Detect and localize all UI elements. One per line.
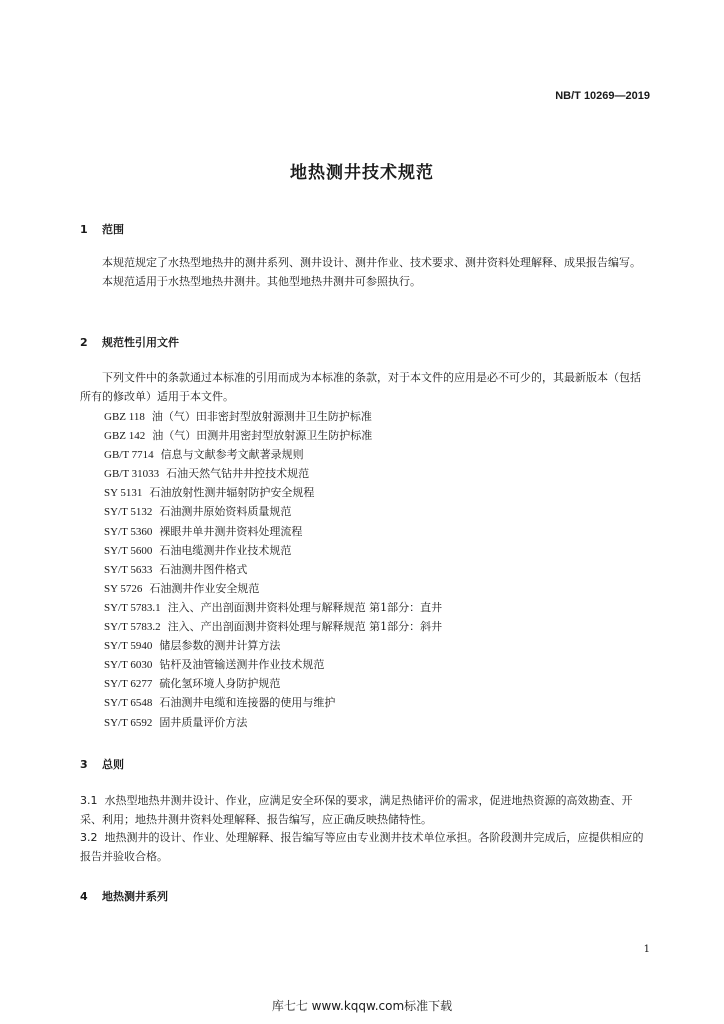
reference-title: 油（气）田非密封型放射源测井卫生防护标准	[151, 410, 372, 423]
reference-code: SY 5131	[104, 487, 143, 500]
reference-item	[104, 560, 442, 579]
reference-title: 油（气）田测井用密封型放射源卫生防护标准	[152, 429, 373, 443]
reference-title: 石油天然气钻井井控技术规范	[166, 467, 310, 481]
section-number: 2	[80, 336, 88, 349]
section-number: 3	[80, 758, 88, 771]
reference-item	[104, 522, 442, 541]
reference-title: 注入、产出剖面测井资料处理与解释规范 第1部分：斜井	[167, 620, 443, 634]
reference-list	[104, 407, 442, 732]
reference-title: 石油放射性测井辐射防护安全规程	[149, 486, 315, 500]
references-intro-paragraph: 下列文件中的条款通过本标准的引用而成为本标准的条款，对于本文件的应用是必不可少的，其最新版本（包括所有的修改单）适用于本文件。	[80, 371, 641, 403]
reference-code: SY/T 5783.2	[104, 621, 161, 634]
section-title: 总则	[102, 758, 124, 771]
scope-paragraph-2: 本规范适用于水热型地热井测井。其他型地热井测井可参照执行。	[102, 275, 421, 288]
reference-title: 石油测井作业安全规范	[149, 581, 260, 595]
reference-title: 钻杆及油管输送测井作业技术规范	[159, 658, 325, 672]
reference-title: 石油测井图件格式	[159, 562, 248, 576]
reference-item	[104, 541, 442, 560]
reference-title: 裸眼井单井测井资料处理流程	[159, 524, 303, 538]
section-title: 地热测井系列	[102, 890, 168, 903]
reference-code: SY/T 5360	[104, 525, 153, 538]
reference-item	[104, 502, 442, 521]
reference-item	[104, 655, 442, 674]
reference-item	[104, 407, 442, 426]
reference-item	[104, 674, 442, 693]
section-title: 范围	[102, 223, 124, 236]
section-number: 4	[80, 890, 88, 903]
clause-3-1	[80, 791, 650, 829]
reference-item	[104, 426, 442, 445]
reference-code: SY/T 5600	[104, 544, 153, 557]
reference-item	[104, 693, 442, 712]
reference-title: 储层参数的测井计算方法	[159, 639, 281, 653]
clause-text: 水热型地热井测井设计、作业，应满足安全环保的要求，满足热储评价的需求，促进地热资源的高效勘查、开采、利用；地热井测井资料处理解释、报告编写，应正确反映热储特性。	[80, 794, 633, 826]
reference-code: SY/T 5633	[104, 563, 153, 576]
reference-title: 固井质量评价方法	[159, 715, 248, 729]
reference-code: GBZ 142	[104, 430, 146, 443]
clause-number: 3.2	[80, 831, 98, 844]
reference-code: SY/T 5132	[104, 506, 153, 519]
reference-title: 注入、产出剖面测井资料处理与解释规范 第1部分：直井	[167, 600, 443, 614]
reference-title: 硫化氢环境人身防护规范	[159, 677, 281, 691]
section-1-heading	[80, 221, 124, 237]
reference-item	[104, 636, 442, 655]
page-number: 1	[643, 944, 650, 955]
reference-item	[104, 713, 442, 732]
reference-item	[104, 464, 442, 483]
reference-item	[104, 579, 442, 598]
reference-code: GB/T 7714	[104, 449, 154, 462]
scope-text	[80, 253, 650, 291]
reference-code: SY/T 6592	[104, 716, 153, 729]
reference-code: SY/T 5783.1	[104, 601, 161, 614]
page-title: 地热测井技术规范	[290, 163, 434, 183]
reference-item	[104, 483, 442, 502]
section-title: 规范性引用文件	[102, 336, 179, 349]
reference-code: SY/T 6277	[104, 678, 153, 691]
reference-title: 石油测井原始资料质量规范	[159, 505, 292, 519]
clause-text: 地热测井的设计、作业、处理解释、报告编写等应由专业测井技术单位承担。各阶段测井完成后，应提供相应的报告并验收合格。	[80, 831, 644, 863]
reference-title: 信息与文献参考文献著录规则	[160, 448, 304, 462]
reference-code: GB/T 31033	[104, 468, 160, 481]
reference-item	[104, 598, 442, 617]
clause-3-2	[80, 828, 650, 866]
reference-code: SY/T 6548	[104, 697, 153, 710]
footer-watermark: 库七七 www.kqqw.com标准下载	[271, 999, 453, 1013]
section-2-heading	[80, 334, 179, 350]
reference-code: GBZ 118	[104, 411, 145, 423]
section-number: 1	[80, 223, 88, 236]
reference-code: SY 5726	[104, 582, 143, 595]
standard-number: NB/T 10269—2019	[555, 90, 650, 102]
clause-number: 3.1	[80, 794, 98, 807]
reference-code: SY/T 6030	[104, 659, 153, 672]
reference-item	[104, 445, 442, 464]
reference-code: SY/T 5940	[104, 640, 153, 653]
reference-item	[104, 617, 442, 636]
section-3-heading	[80, 756, 124, 772]
section-4-heading	[80, 888, 168, 904]
reference-title: 石油电缆测井作业技术规范	[159, 543, 292, 557]
scope-paragraph-1: 本规范规定了水热型地热井的测井系列、测井设计、测井作业、技术要求、测井资料处理解释、成果报告编写。	[102, 256, 641, 269]
reference-title: 石油测井电缆和连接器的使用与维护	[159, 696, 336, 710]
references-intro	[80, 368, 650, 406]
